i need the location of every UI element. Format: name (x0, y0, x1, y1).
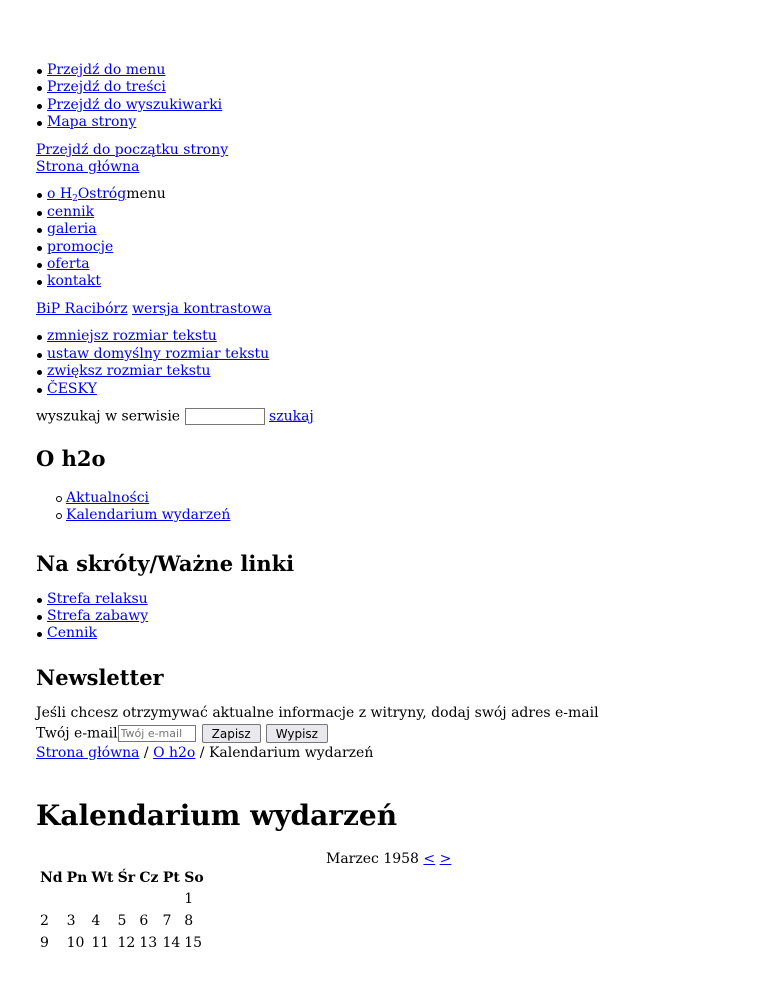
text-tool-item (47, 363, 732, 380)
calendar-day: 3 (66, 913, 76, 930)
shortcuts-section-title: Na skróty/Ważne linki (36, 550, 295, 576)
breadcrumb-separator: / (199, 744, 205, 761)
fun-zone-link[interactable]: Strefa zabawy (47, 608, 149, 625)
contrast-version-link[interactable]: wersja kontrastowa (132, 300, 272, 317)
search-label: wyszukaj w serwisie (36, 408, 181, 425)
skip-to-content-link[interactable]: Przejdź do treści (47, 79, 166, 96)
calendar-day: 6 (139, 913, 149, 930)
text-tool-item (47, 381, 732, 398)
search-row (36, 408, 732, 426)
menu-link-gallery[interactable]: galeria (47, 221, 97, 238)
news-link[interactable]: Aktualności (66, 489, 150, 506)
calendar-week-row (38, 910, 206, 932)
calendar-next-link[interactable]: > (439, 851, 452, 868)
shortcut-item (47, 625, 732, 642)
external-links-row (36, 301, 732, 318)
skip-link-item (47, 114, 732, 131)
weekday-header: Nd (40, 870, 63, 887)
weekday-header: Wt (91, 870, 114, 887)
newsletter-title: Newsletter (36, 664, 164, 690)
calendar-day: 5 (117, 913, 127, 930)
search-link[interactable]: szukaj (269, 408, 314, 425)
about-link-subscript: 2 (72, 194, 78, 205)
calendar-day (65, 888, 90, 910)
skip-to-menu-link[interactable]: Przejdź do menu (47, 62, 166, 78)
pricing-link[interactable]: Cennik (47, 625, 97, 642)
main-menu-item (47, 221, 732, 238)
breadcrumb-parent-link[interactable]: O h2o (153, 744, 196, 761)
calendar-day: 9 (40, 935, 49, 952)
shortcut-item (47, 591, 732, 608)
text-tool-item (47, 328, 732, 345)
calendar-header-row (38, 869, 206, 888)
calendar-day: 8 (184, 913, 194, 930)
decrease-text-link[interactable]: zmniejsz rozmiar tekstu (47, 328, 217, 345)
calendar-day: 15 (184, 935, 203, 952)
sitemap-link[interactable]: Mapa strony (47, 114, 137, 131)
menu-label: menu (126, 186, 166, 203)
skip-link-item (47, 79, 732, 96)
weekday-header: Pt (162, 870, 180, 887)
menu-link-offer[interactable]: oferta (47, 256, 90, 273)
calendar-day: 4 (91, 913, 101, 930)
calendar-week-row (38, 932, 206, 954)
about-link-suffix: Ostróg (77, 186, 127, 203)
about-submenu (36, 490, 732, 525)
calendar-day: 12 (117, 935, 136, 952)
menu-link-promotions[interactable]: promocje (47, 238, 114, 255)
breadcrumb-home-link[interactable]: Strona główna (36, 744, 140, 761)
top-link-row (36, 142, 732, 159)
text-tools (36, 328, 732, 398)
main-menu-item-about (47, 186, 732, 203)
home-link-row (36, 159, 732, 176)
calendar-day (89, 888, 115, 910)
shortcuts-list (36, 591, 732, 643)
newsletter-email-input[interactable] (118, 725, 196, 742)
about-submenu-item (66, 490, 732, 507)
newsletter-text: Jeśli chcesz otrzymywać aktualne informacje z witryny, dodaj swój adres e-mail (36, 704, 599, 721)
calendar-day: 14 (162, 935, 181, 952)
skip-link-item (47, 97, 732, 114)
about-link-prefix: o H (47, 186, 73, 203)
search-input[interactable] (185, 408, 265, 425)
breadcrumb-separator: / (143, 744, 149, 761)
calendar-prev-link[interactable]: < (423, 851, 436, 868)
weekday-header: Śr (117, 870, 136, 887)
main-menu-item (47, 204, 732, 221)
menu-link-pricing[interactable]: cennik (47, 203, 95, 220)
relax-zone-link[interactable]: Strefa relaksu (47, 590, 148, 607)
calendar-day: 10 (66, 935, 85, 952)
calendar-day: 1 (184, 891, 194, 908)
calendar-day (116, 888, 138, 910)
unsubscribe-button[interactable]: Wypisz (266, 724, 328, 743)
weekday-header: So (184, 870, 204, 887)
breadcrumb-current: Kalendarium wydarzeń (208, 744, 374, 761)
calendar-day (160, 888, 182, 910)
skip-link-item (47, 62, 732, 79)
main-menu-item (47, 256, 732, 273)
calendar-day: 2 (40, 913, 49, 930)
shortcut-item (47, 608, 732, 625)
main-menu-item (47, 239, 732, 256)
about-submenu-item (66, 507, 732, 524)
subscribe-button[interactable]: Zapisz (202, 724, 261, 743)
calendar-day: 7 (162, 913, 172, 930)
skip-links (36, 62, 732, 132)
calendar-month-label: Marzec 1958 (326, 851, 419, 868)
default-text-link[interactable]: ustaw domyślny rozmiar tekstu (47, 345, 270, 362)
about-section-title: O h2o (36, 445, 106, 471)
increase-text-link[interactable]: zwiększ rozmiar tekstu (47, 363, 211, 380)
page-title: Kalendarium wydarzeń (36, 799, 398, 833)
main-menu (36, 186, 732, 290)
skip-to-search-link[interactable]: Przejdź do wyszukiwarki (47, 96, 223, 113)
calendar-nav (36, 849, 732, 869)
weekday-header: Pn (66, 870, 88, 887)
menu-link-contact[interactable]: kontakt (47, 273, 102, 290)
newsletter-email-label: Twój e-mail (36, 725, 118, 742)
calendar-day: 13 (139, 935, 158, 952)
bip-link[interactable]: BiP Racibórz (36, 300, 128, 317)
calendar-table (38, 869, 206, 954)
czech-language-link[interactable]: ČESKY (47, 380, 97, 397)
calendar-day (137, 888, 160, 910)
breadcrumb (36, 745, 732, 762)
back-to-top-link[interactable]: Przejdź do początku strony (36, 141, 229, 158)
events-calendar-link[interactable]: Kalendarium wydarzeń (66, 507, 231, 524)
home-link[interactable]: Strona główna (36, 159, 140, 176)
calendar-week-row (38, 888, 206, 910)
about-h2o-link[interactable] (47, 186, 127, 205)
weekday-header: Cz (139, 870, 159, 887)
newsletter-form (36, 724, 732, 744)
text-tool-item (47, 346, 732, 363)
calendar-day (38, 888, 65, 910)
main-menu-item (47, 273, 732, 290)
calendar-day: 11 (91, 935, 110, 952)
